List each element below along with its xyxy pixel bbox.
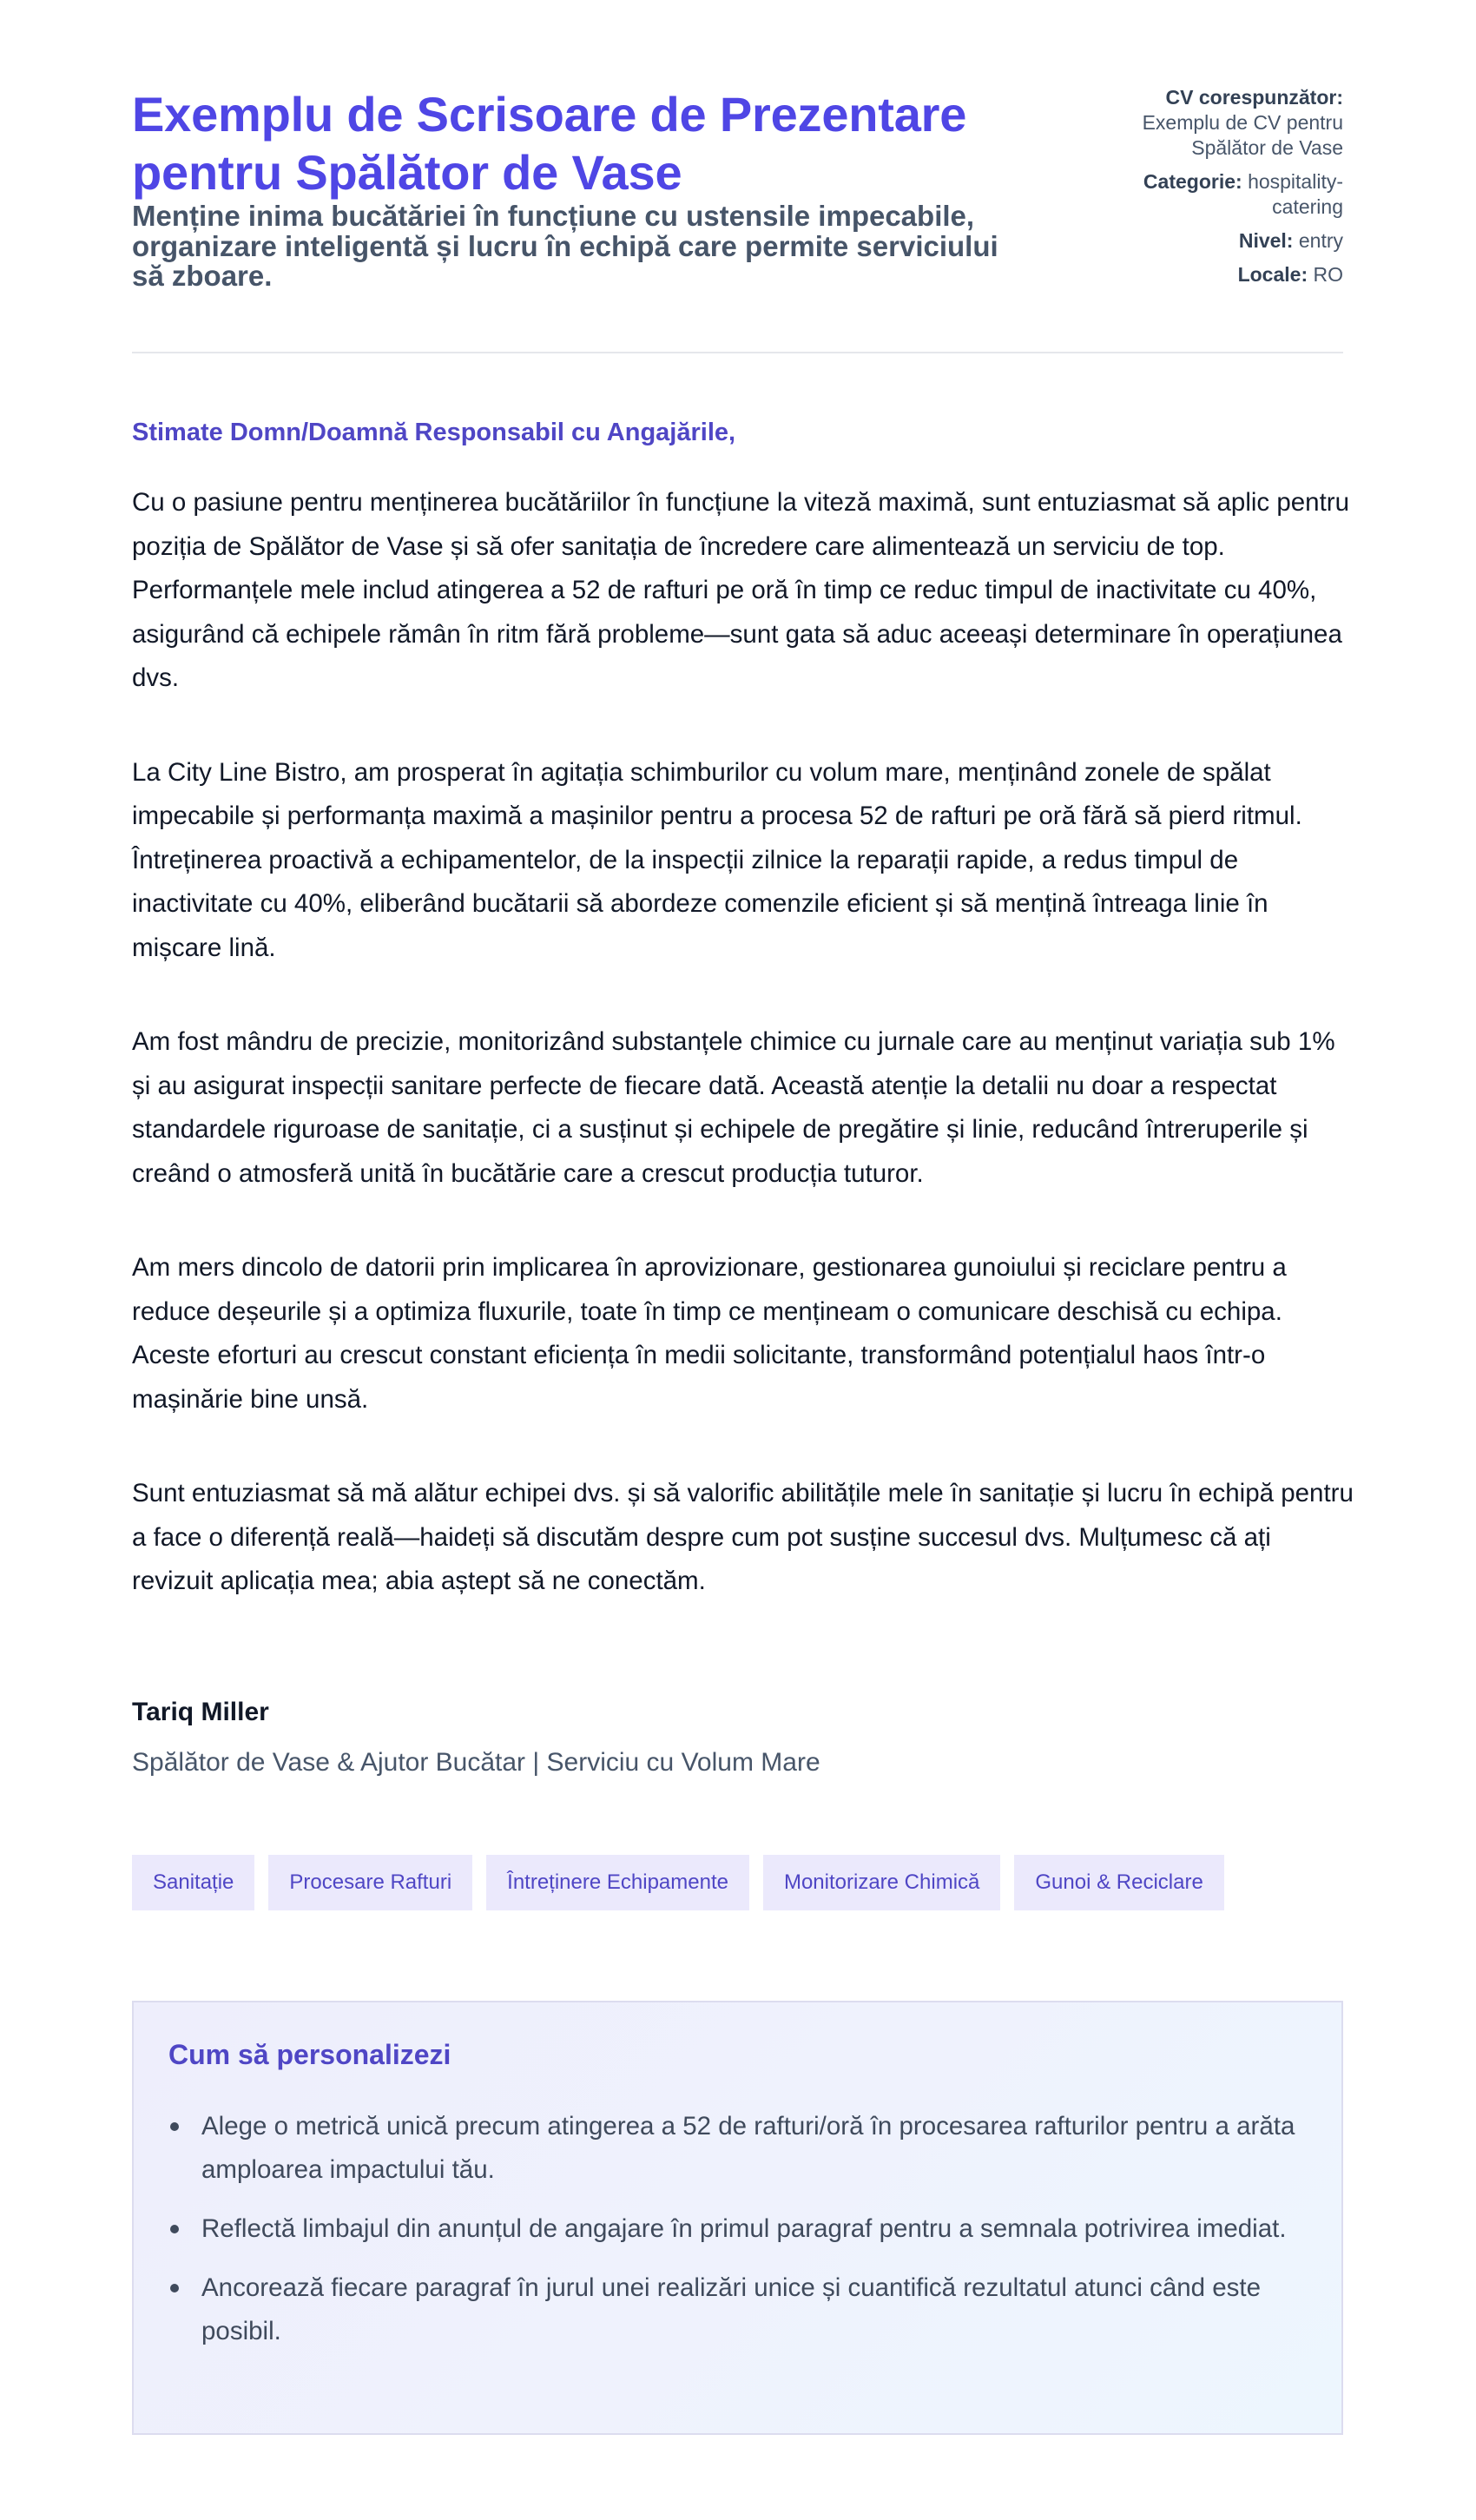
meta-value: RO: [1313, 263, 1343, 286]
tips-list: [168, 2105, 1307, 2353]
letter-paragraph: Am mers dincolo de datorii prin implicarea în aprovizionare, gestionarea gunoiului și reciclare pentru a reduce deșeurile și a optimiza fluxurile, toate în timp ce mențineam o comunicare deschisă cu echipa. Aceste eforturi au crescut constant eficiența în medii solicitante, transformând potențialul haos într-o mașinărie bine unsă.: [132, 1253, 1287, 1414]
page-title: Exemplu de Scrisoare de Prezentare pentru Spălător de Vase: [132, 87, 967, 200]
page-subtitle: Menține inima bucătăriei în funcțiune cu ustensile impecabile, organizare inteligentă și lucru în echipă care permite serviciului să zboare.: [132, 200, 998, 292]
bullet-icon: [170, 2122, 179, 2131]
letter-paragraph: La City Line Bistro, am prosperat în agitația schimburilor cu volum mare, menținând zonele de spălat impecabile și performanța maximă a mașinilor pentru a procesa 52 de rafturi pe oră fără să pierd ritmul. Întreținerea proactivă a echipamentelor, de la inspecții zilnice la reparații rapide, a redus timpul de inactivitate cu 40%, eliberând bucătarii să abordeze comenzile eficient și să mențină întreaga linie în mișcare lină.: [132, 757, 1302, 962]
meta-key: CV corespunzător:: [1165, 86, 1343, 109]
letter-paragraph: Sunt entuziasmat să mă alătur echipei dvs. și să valorific abilitățile mele în sanitație și lucru în echipă pentru a face o diferență reală—haideți să discutăm despre cum pot susține succesul dvs. Mulțumesc că ați revizuit aplicația mea; abia aștept să ne conectăm.: [132, 1479, 1354, 1595]
meta-key: Locale:: [1237, 263, 1308, 286]
tip-text: Alege o metrică unică precum atingerea a 52 de rafturi/oră în procesarea rafturilor pentru a arăta amploarea impactului tău.: [201, 2112, 1295, 2184]
bullet-icon: [170, 2225, 179, 2233]
signature-title: Spălător de Vase & Ajutor Bucătar | Serviciu cu Volum Mare: [132, 1748, 820, 1777]
meta-key: Nivel:: [1238, 229, 1294, 252]
meta-panel: [1100, 85, 1343, 296]
meta-value: entry: [1298, 229, 1343, 252]
related-cv-link[interactable]: Exemplu de CV pentru Spălător de Vase: [1142, 111, 1343, 159]
bullet-icon: [170, 2284, 179, 2292]
skill-tag[interactable]: Întreținere Echipamente: [486, 1855, 749, 1910]
skill-tag[interactable]: Procesare Rafturi: [268, 1855, 472, 1910]
meta-value: hospitality-catering: [1248, 170, 1343, 218]
letter-paragraph: Am fost mândru de precizie, monitorizând substanțele chimice cu jurnale care au menținut variația sub 1% și au asigurat inspecții sanitare perfecte de fiecare dată. Această atenție la detalii nu doar a respectat standardele riguroase de sanitație, ci a susținut și echipele de pregătire și linie, reducând întreruperile și creând o atmosferă unită în bucătărie care a crescut producția tuturor.: [132, 1027, 1335, 1188]
meta-key: Categorie:: [1143, 170, 1242, 193]
letter-paragraph: Cu o pasiune pentru menținerea bucătăriilor în funcțiune la viteză maximă, sunt entuziasmat să aplic pentru poziția de Spălător de Vase și să ofer sanitația de încredere care alimentează un serviciu de top. Performanțele mele includ atingerea a 52 de rafturi pe oră în timp ce reduc timpul de inactivitate cu 40%, asigurând că echipele rămân în ritm fără probleme—sunt gata să aduc aceeași determinare în operațiunea dvs.: [132, 488, 1350, 692]
tip-item: [168, 2105, 1307, 2192]
meta-related-cv: [1100, 85, 1343, 161]
meta-category: [1100, 169, 1343, 220]
letter-body: [132, 481, 1356, 1654]
page-header: [132, 0, 1343, 353]
tip-item: [168, 2207, 1307, 2251]
skill-tags: [132, 1855, 1224, 1910]
meta-level: [1100, 228, 1343, 254]
tip-text: Ancorează fiecare paragraf în jurul unei realizări unice și cuantifică rezultatul atunci când este posibil.: [201, 2273, 1262, 2345]
tip-text: Reflectă limbajul din anunțul de angajare în primul paragraf pentru a semnala potrivirea imediat.: [201, 2214, 1287, 2243]
skill-tag[interactable]: Sanitație: [132, 1855, 254, 1910]
meta-locale: [1100, 262, 1343, 287]
customization-tips: [132, 2001, 1343, 2435]
letter-greeting: Stimate Domn/Doamnă Responsabil cu Angajările,: [132, 419, 736, 446]
cover-letter-page: [132, 0, 1354, 2345]
skill-tag[interactable]: Gunoi & Reciclare: [1014, 1855, 1223, 1910]
skill-tag[interactable]: Monitorizare Chimică: [763, 1855, 1000, 1910]
tips-heading: Cum să personalizezi: [168, 2039, 451, 2070]
tip-item: [168, 2266, 1307, 2353]
signature-name: Tariq Miller: [132, 1698, 269, 1726]
